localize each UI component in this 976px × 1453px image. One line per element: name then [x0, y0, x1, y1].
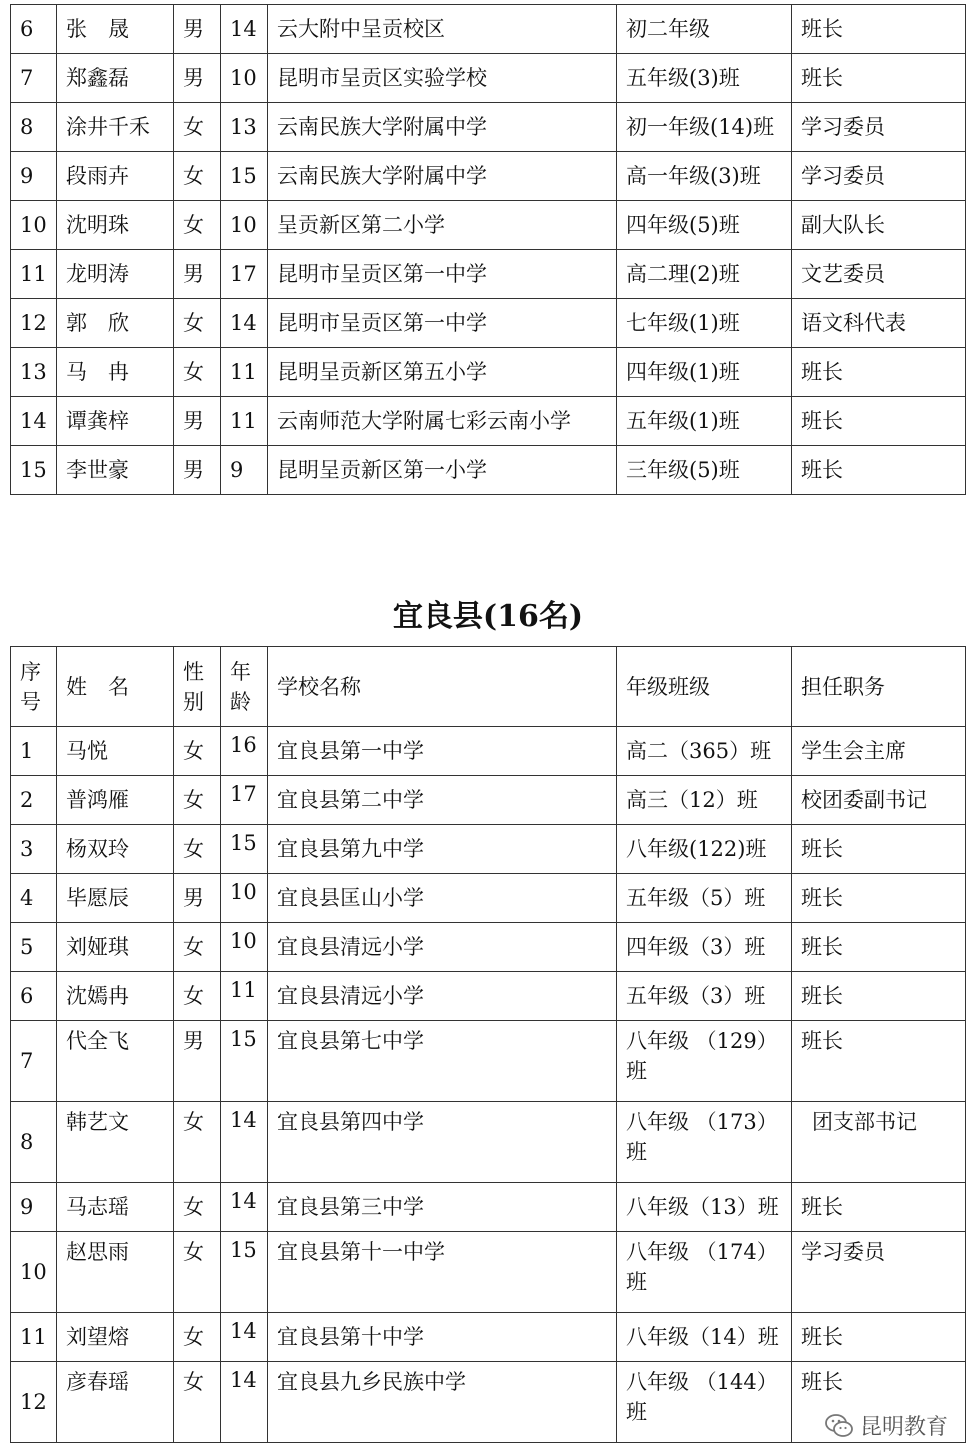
cell-gender: 女: [174, 348, 221, 397]
grade-line1: 八年级 （129）: [626, 1029, 778, 1053]
cell-age: 14: [221, 1183, 268, 1232]
cell-school: 宜良县第三中学: [268, 1183, 617, 1232]
table-row: [11, 348, 966, 397]
cell-role: 班长: [792, 825, 966, 874]
table-row: [11, 201, 966, 250]
cell-school: 昆明呈贡新区第五小学: [268, 348, 617, 397]
cell-grade: 五年级(3)班: [617, 54, 792, 103]
table-row: [11, 5, 966, 54]
cell-school: 宜良县第四中学: [268, 1102, 617, 1183]
cell-grade: 初二年级: [617, 5, 792, 54]
cell-no: 9: [11, 1183, 57, 1232]
cell-age: 10: [221, 923, 268, 972]
cell-no: 9: [11, 152, 57, 201]
cell-name: 段雨卉: [57, 152, 174, 201]
cell-school: 昆明市呈贡区第一中学: [268, 299, 617, 348]
table-row: [11, 54, 966, 103]
cell-grade: [617, 874, 792, 923]
cell-name: 郑鑫磊: [57, 54, 174, 103]
cell-age: 13: [221, 103, 268, 152]
cell-role: 班长: [792, 54, 966, 103]
grade-line2: 班: [626, 1270, 647, 1294]
cell-no: 5: [11, 923, 57, 972]
cell-school: 昆明市呈贡区实验学校: [268, 54, 617, 103]
table-row: [11, 727, 966, 776]
cell-gender: 女: [174, 299, 221, 348]
cell-role: 班长: [792, 923, 966, 972]
cell-name: 刘望熔: [57, 1313, 174, 1362]
table-row: [11, 103, 966, 152]
cell-name: 普鸿雁: [57, 776, 174, 825]
cell-no: 13: [11, 348, 57, 397]
cell-role: 班长: [792, 397, 966, 446]
table-row: [11, 874, 966, 923]
cell-school: 云南民族大学附属中学: [268, 103, 617, 152]
cell-age: 17: [221, 776, 268, 825]
cell-role: 班长: [792, 1362, 966, 1443]
cell-name: 沈明珠: [57, 201, 174, 250]
cell-role: 学习委员: [792, 1232, 966, 1313]
cell-grade: [617, 1232, 792, 1313]
cell-no: 3: [11, 825, 57, 874]
cell-age: 14: [221, 299, 268, 348]
cell-gender: 女: [174, 1102, 221, 1183]
cell-gender: 男: [174, 874, 221, 923]
section-title: 宜良县(16名): [392, 599, 584, 634]
cell-age: 14: [221, 1102, 268, 1183]
cell-age: 10: [221, 874, 268, 923]
cell-gender: 女: [174, 1362, 221, 1443]
cell-role: 班长: [792, 446, 966, 495]
cell-no: 12: [11, 1362, 57, 1443]
cell-no: 8: [11, 103, 57, 152]
cell-grade: 三年级(5)班: [617, 446, 792, 495]
cell-school: 云南师范大学附属七彩云南小学: [268, 397, 617, 446]
bottom-table-body: [11, 727, 966, 1443]
cell-role: 文艺委员: [792, 250, 966, 299]
table-row: [11, 446, 966, 495]
cell-age: 11: [221, 397, 268, 446]
table-row: [11, 923, 966, 972]
cell-gender: 男: [174, 5, 221, 54]
grade-line1: 五年级（5）班: [626, 886, 766, 910]
cell-no: 7: [11, 54, 57, 103]
cell-age: 14: [221, 1313, 268, 1362]
grade-line1: 四年级（3）班: [626, 935, 766, 959]
cell-grade: [617, 923, 792, 972]
cell-gender: 女: [174, 923, 221, 972]
cell-school: 宜良县匡山小学: [268, 874, 617, 923]
cell-school: 宜良县第九中学: [268, 825, 617, 874]
cell-no: 10: [11, 201, 57, 250]
cell-school: 昆明市呈贡区第一中学: [268, 250, 617, 299]
header-no-line1: 序: [20, 659, 41, 684]
cell-age: 15: [221, 152, 268, 201]
header-age: [221, 647, 268, 727]
cell-age: 14: [221, 1362, 268, 1443]
cell-role: 团支部书记: [792, 1102, 966, 1183]
cell-gender: 女: [174, 1232, 221, 1313]
cell-grade: 四年级(1)班: [617, 348, 792, 397]
cell-name: 张 晟: [57, 5, 174, 54]
cell-school: 宜良县第一中学: [268, 727, 617, 776]
cell-no: 14: [11, 397, 57, 446]
cell-role: 班长: [792, 1313, 966, 1362]
cell-name: 刘娅琪: [57, 923, 174, 972]
grade-line2: 班: [626, 1059, 647, 1083]
table-row: [11, 825, 966, 874]
cell-school: 云南民族大学附属中学: [268, 152, 617, 201]
grade-line1: 高三（12）班: [626, 788, 758, 812]
cell-gender: 男: [174, 1021, 221, 1102]
header-role: 担任职务: [792, 647, 966, 727]
grade-line1: 八年级（13）班: [626, 1195, 779, 1219]
cell-role: 班长: [792, 1021, 966, 1102]
cell-role: 班长: [792, 1183, 966, 1232]
grade-line1: 高二（365）班: [626, 739, 772, 763]
grade-line1: 五年级（3）班: [626, 984, 766, 1008]
cell-grade: [617, 1362, 792, 1443]
cell-age: 11: [221, 348, 268, 397]
cell-role: 班长: [792, 874, 966, 923]
cell-age: 15: [221, 825, 268, 874]
table-row: [11, 152, 966, 201]
cell-gender: 女: [174, 152, 221, 201]
cell-gender: 男: [174, 54, 221, 103]
cell-age: 16: [221, 727, 268, 776]
cell-grade: [617, 1313, 792, 1362]
header-name: 姓 名: [57, 647, 174, 727]
cell-no: 6: [11, 5, 57, 54]
cell-role: 语文科代表: [792, 299, 966, 348]
cell-name: 马悦: [57, 727, 174, 776]
header-grade: 年级班级: [617, 647, 792, 727]
header-age-line2: 龄: [230, 689, 251, 714]
cell-gender: 男: [174, 250, 221, 299]
cell-school: 宜良县第十中学: [268, 1313, 617, 1362]
top-table-body: [11, 5, 966, 495]
cell-grade: 四年级(5)班: [617, 201, 792, 250]
cell-no: 6: [11, 972, 57, 1021]
grade-line1: 八年级 （174）: [626, 1240, 778, 1264]
cell-name: 毕愿辰: [57, 874, 174, 923]
cell-gender: 女: [174, 776, 221, 825]
cell-name: 谭龚梓: [57, 397, 174, 446]
cell-age: 15: [221, 1021, 268, 1102]
cell-role: 副大队长: [792, 201, 966, 250]
cell-gender: 女: [174, 972, 221, 1021]
cell-grade: 高二理(2)班: [617, 250, 792, 299]
cell-no: 1: [11, 727, 57, 776]
table-row: [11, 250, 966, 299]
cell-school: 呈贡新区第二小学: [268, 201, 617, 250]
table-row: [11, 1313, 966, 1362]
cell-name: 代全飞: [57, 1021, 174, 1102]
cell-age: 15: [221, 1232, 268, 1313]
cell-no: 4: [11, 874, 57, 923]
cell-name: 赵思雨: [57, 1232, 174, 1313]
cell-gender: 男: [174, 397, 221, 446]
wechat-icon: [824, 1411, 854, 1441]
bottom-table-header: [11, 647, 966, 727]
cell-grade: [617, 1183, 792, 1232]
cell-age: 9: [221, 446, 268, 495]
cell-role: 班长: [792, 5, 966, 54]
header-no: [11, 647, 57, 727]
grade-line1: 八年级(122)班: [626, 837, 767, 861]
cell-no: 15: [11, 446, 57, 495]
cell-role: 学习委员: [792, 152, 966, 201]
cell-age: 17: [221, 250, 268, 299]
watermark: [824, 1410, 948, 1441]
cell-gender: 女: [174, 201, 221, 250]
cell-school: 宜良县第二中学: [268, 776, 617, 825]
cell-name: 韩艺文: [57, 1102, 174, 1183]
grade-line2: 班: [626, 1400, 647, 1424]
cell-name: 李世豪: [57, 446, 174, 495]
table-row: [11, 972, 966, 1021]
cell-name: 彦春瑶: [57, 1362, 174, 1443]
header-no-line2: 号: [20, 689, 41, 714]
cell-no: 11: [11, 250, 57, 299]
table-row: [11, 776, 966, 825]
cell-grade: [617, 1102, 792, 1183]
cell-grade: [617, 727, 792, 776]
cell-grade: [617, 972, 792, 1021]
cell-grade: [617, 1021, 792, 1102]
bottom-student-table: [10, 646, 966, 1443]
cell-gender: 女: [174, 727, 221, 776]
cell-gender: 女: [174, 1313, 221, 1362]
cell-name: 马志瑶: [57, 1183, 174, 1232]
cell-grade: 七年级(1)班: [617, 299, 792, 348]
cell-name: 马 冉: [57, 348, 174, 397]
grade-line1: 八年级（14）班: [626, 1325, 779, 1349]
cell-gender: 男: [174, 446, 221, 495]
table-row: [11, 397, 966, 446]
cell-grade: [617, 825, 792, 874]
header-gender: [174, 647, 221, 727]
grade-line1: 八年级 （173）: [626, 1110, 778, 1134]
cell-role: 班长: [792, 972, 966, 1021]
table-row: [11, 1362, 966, 1443]
cell-name: 沈嫣冉: [57, 972, 174, 1021]
grade-line1: 八年级 （144）: [626, 1370, 778, 1394]
cell-name: 郭 欣: [57, 299, 174, 348]
cell-age: 10: [221, 54, 268, 103]
cell-gender: 女: [174, 1183, 221, 1232]
header-gender-line1: 性: [183, 659, 204, 684]
cell-grade: 五年级(1)班: [617, 397, 792, 446]
cell-grade: 高一年级(3)班: [617, 152, 792, 201]
cell-no: 2: [11, 776, 57, 825]
cell-name: 杨双玲: [57, 825, 174, 874]
cell-no: 11: [11, 1313, 57, 1362]
cell-age: 14: [221, 5, 268, 54]
cell-role: 校团委副书记: [792, 776, 966, 825]
header-row: [11, 647, 966, 727]
cell-no: 10: [11, 1232, 57, 1313]
cell-role: 学生会主席: [792, 727, 966, 776]
cell-school: 宜良县九乡民族中学: [268, 1362, 617, 1443]
cell-school: 宜良县第七中学: [268, 1021, 617, 1102]
cell-school: 云大附中呈贡校区: [268, 5, 617, 54]
cell-no: 12: [11, 299, 57, 348]
cell-grade: [617, 776, 792, 825]
table-row: [11, 1102, 966, 1183]
cell-grade: 初一年级(14)班: [617, 103, 792, 152]
table-row: [11, 1021, 966, 1102]
table-row: [11, 299, 966, 348]
cell-no: 8: [11, 1102, 57, 1183]
cell-name: 龙明涛: [57, 250, 174, 299]
cell-gender: 女: [174, 825, 221, 874]
watermark-text: 昆明教育: [859, 1415, 948, 1440]
cell-role: 班长: [792, 348, 966, 397]
cell-no: 7: [11, 1021, 57, 1102]
header-age-line1: 年: [230, 659, 251, 684]
header-gender-line2: 别: [183, 689, 204, 714]
cell-school: 宜良县清远小学: [268, 923, 617, 972]
cell-school: 宜良县第十一中学: [268, 1232, 617, 1313]
top-student-table: [10, 4, 966, 495]
cell-school: 宜良县清远小学: [268, 972, 617, 1021]
cell-school: 昆明呈贡新区第一小学: [268, 446, 617, 495]
cell-age: 11: [221, 972, 268, 1021]
table-row: [11, 1183, 966, 1232]
grade-line2: 班: [626, 1140, 647, 1164]
cell-gender: 女: [174, 103, 221, 152]
cell-role: 学习委员: [792, 103, 966, 152]
header-school: 学校名称: [268, 647, 617, 727]
cell-age: 10: [221, 201, 268, 250]
cell-name: 涂井千禾: [57, 103, 174, 152]
table-row: [11, 1232, 966, 1313]
